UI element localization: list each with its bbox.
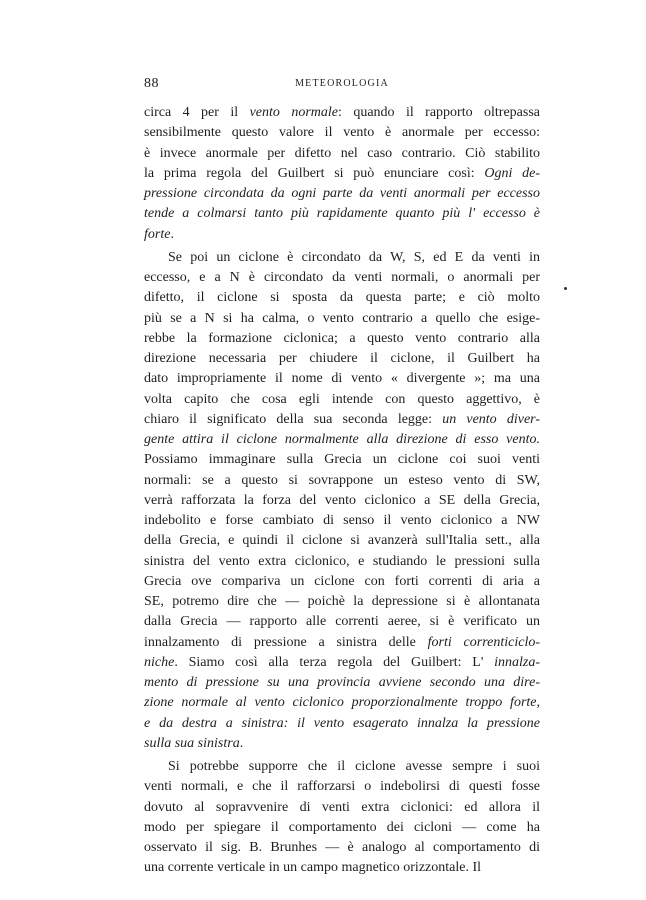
text-line [144,349,540,369]
text-run: della Grecia, e quindi il ciclone si avanzerà sull'Italia sett., alla [144,533,540,549]
text-line [144,858,540,878]
text-run: chiaro il significato della sua seconda legge: [144,411,443,427]
text-line [144,164,540,184]
text-line [144,410,540,430]
text-line [144,268,540,288]
text-line [144,204,540,224]
print-speck [564,287,567,290]
text-line [144,757,540,777]
text-run: Grecia ove compariva un ciclone con forti correnti di aria a [144,573,540,589]
text-run: verrà rafforzata la forza del vento ciclonico a SE della Grecia, [144,492,540,508]
text-run: direzione necessaria per chiudere il ciclone, il Guilbert ha [144,351,540,366]
text-line [144,818,540,838]
text-line [144,838,540,858]
text-line [144,369,540,389]
italic-run: tende a colmarsi tanto più rapidamente quanto più l' eccesso è [144,206,540,222]
italic-run: mento di pressione su una provincia avviene secondo una dire- [144,675,540,690]
text-line [144,693,540,713]
text-line [144,552,540,572]
text-line [144,225,540,245]
text-run: una corrente verticale in un campo magnetico orizzontale. Il [144,860,482,876]
text-line [144,288,540,308]
text-line [144,673,540,693]
italic-run: Ogni de- [484,165,540,181]
text-line [144,248,540,268]
text-run: Se poi un ciclone è circondato da W, S, ed E da venti in [168,249,540,265]
text-run: sinistra del vento extra ciclonico, e studiando le pressioni sulla [144,553,540,569]
text-line [144,714,540,734]
text-run: è invece anormale per difetto nel caso contrario. Ciò stabilito [144,145,540,161]
text-line [144,612,540,632]
text-run: indebolito e forse cambiato di senso il vento ciclonico a NW [144,513,540,528]
text-line [144,471,540,491]
text-line [144,798,540,818]
italic-run: sulla sua sinistra [144,735,240,751]
text-run: rebbe la formazione ciclonica; a questo vento contrario alla [144,330,540,346]
text-line [144,511,540,531]
text-line [144,633,540,653]
italic-run: forti correnticiclo- [427,634,540,650]
text-line [144,450,540,470]
text-line [144,123,540,143]
text-run: venti normali, e che il rafforzarsi o indebolirsi di questi fosse [144,779,540,795]
text-line [144,103,540,123]
italic-run: forte [144,226,171,242]
italic-run: gente attira il ciclone normalmente alla direzione di esso vento. [144,432,540,447]
text-run: dalla Grecia — rapporto alle correnti aeree, si è verificato un [144,614,540,630]
page-header [144,76,540,96]
italic-run: un vento diver- [442,411,541,427]
body-text [144,103,540,879]
text-run: dovuto al sopravvenire di venti extra ciclonici: ed allora il [144,799,540,815]
italic-run: zione normale al vento ciclonico proporzionalmente troppo forte, [144,695,540,711]
text-run: : quando il rapporto oltrepassa [338,105,541,120]
text-line [144,653,540,673]
text-run: volta capito che cosa egli intende con questo aggettivo, è [144,391,540,407]
text-run: più se a N si ha calma, o vento contrario a quello che esige- [144,310,540,326]
text-run: sensibilmente questo valore il vento è anormale per eccesso: [144,125,540,141]
italic-run: innalza- [494,654,540,670]
text-line [144,184,540,204]
text-run: normali: se a questo si sovrappone un esteso vento di SW, [144,472,540,488]
text-run: la prima regola del Guilbert si può enunciare così: [144,165,485,181]
text-run: Possiamo immaginare sulla Grecia un ciclone coi suoi venti [144,452,540,468]
italic-run: vento normale [249,105,338,120]
text-run: . [239,735,244,751]
text-run: dato impropriamente il nome di vento « divergente »; ma una [144,371,540,387]
text-line [144,491,540,511]
text-line [144,572,540,592]
text-run: SE, potremo dire che — poichè la depressione si è allontanata [144,594,540,609]
text-run: eccesso, e a N è circondato da venti normali, o anormali per [144,270,540,285]
text-line [144,390,540,410]
text-line [144,734,540,754]
text-line [144,430,540,450]
text-run: innalzamento di pressione a sinistra delle [144,634,428,650]
text-run: osservato il sig. B. Brunhes — è analogo al comportamento di [144,840,540,855]
italic-run: e da destra a sinistra: il vento esagerato innalza la pressione [144,715,540,731]
page-number: 88 [144,76,159,91]
text-run: difetto, il ciclone si sposta da questa parte; e ciò molto [144,290,540,306]
italic-run: niche [144,654,175,670]
text-line [144,592,540,612]
text-line [144,144,540,164]
text-line [144,777,540,797]
text-line [144,309,540,329]
running-title: METEOROLOGIA [295,78,389,89]
text-run: modo per spiegare il comportamento dei cicloni — come ha [144,819,540,835]
text-line [144,531,540,551]
text-line [144,329,540,349]
text-run: circa 4 per il [144,105,250,120]
text-run: . Siamo così alla terza regola del Guilbert: L' [174,654,495,670]
text-run: . [170,226,174,242]
text-run: Si potrebbe supporre che il ciclone avesse sempre i suoi [168,759,540,774]
italic-run: pressione circondata da ogni parte da venti anormali per eccesso [144,186,540,201]
